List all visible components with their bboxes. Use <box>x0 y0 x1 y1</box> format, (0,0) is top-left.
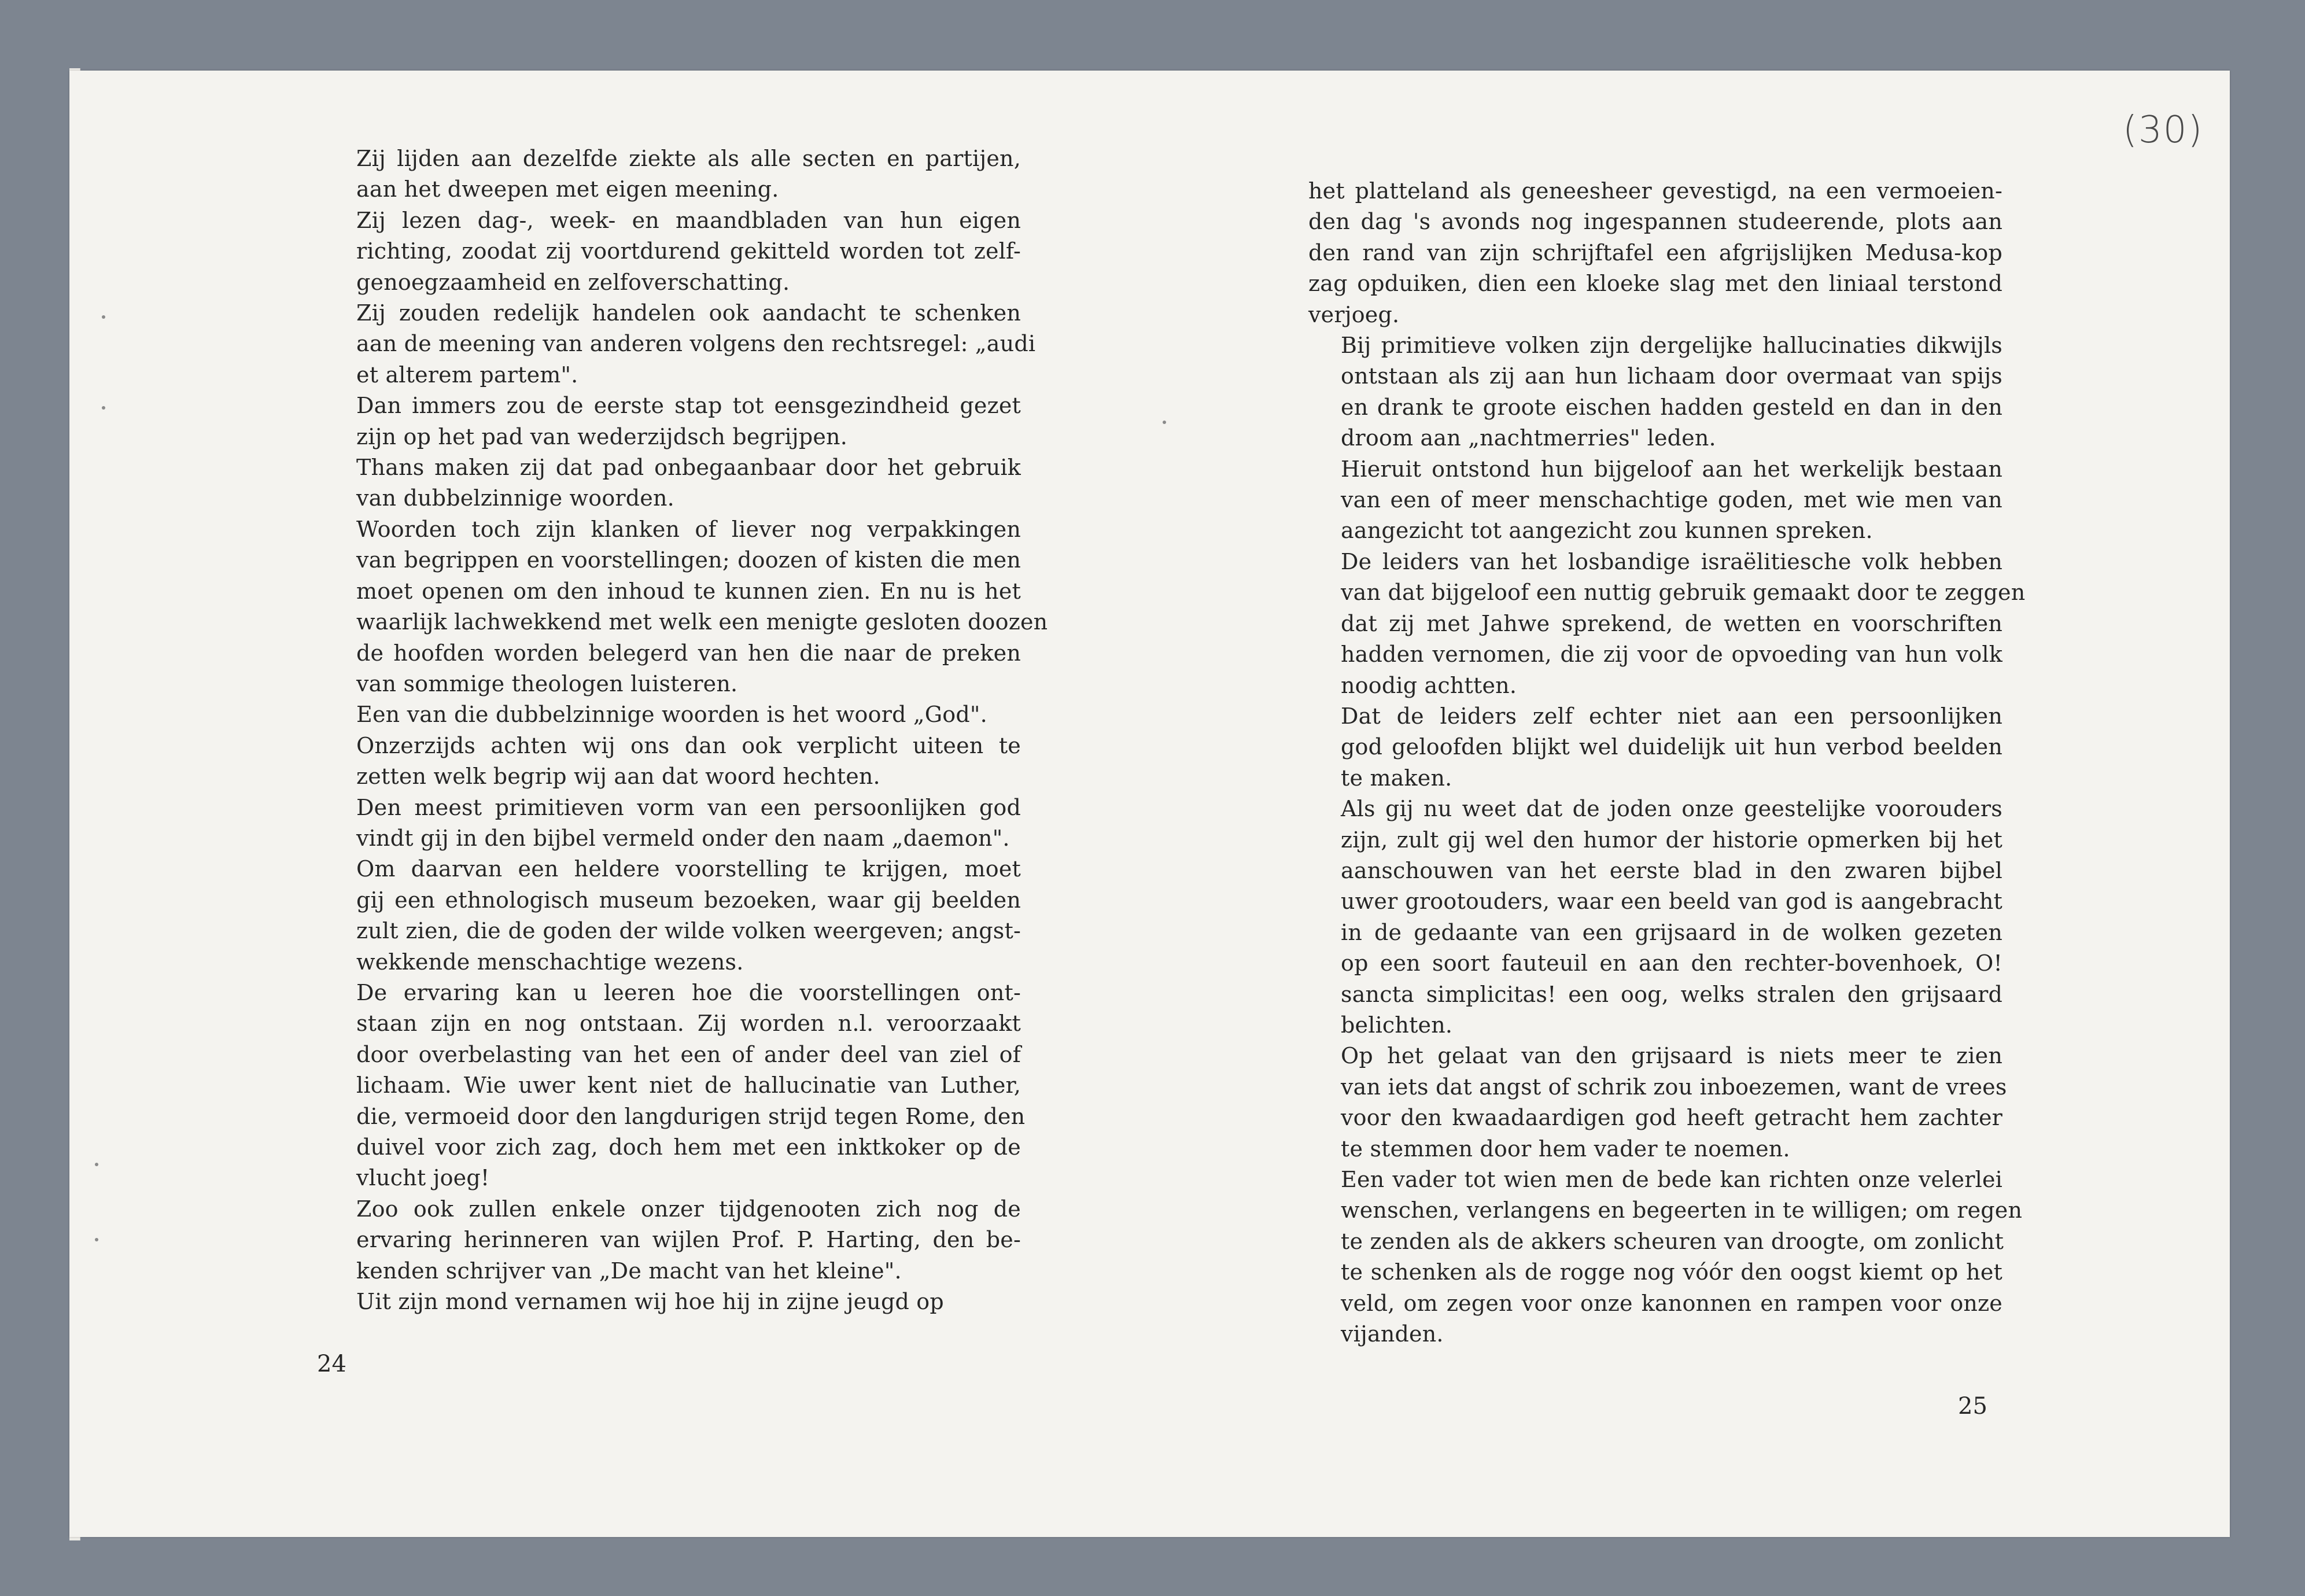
text-line: uwer grootouders, waar een beeld van god is aangebracht <box>1341 889 2002 915</box>
text-line: van een of meer menschachtige goden, met wie men van <box>1341 487 2002 513</box>
text-line: Een van die dubbelzinnige woorden is het woord „God". <box>356 702 987 728</box>
text-line: De leiders van het losbandige israëlitiesche volk hebben <box>1341 548 2002 574</box>
paragraph <box>324 1194 1021 1287</box>
text-line: den rand van zijn schrijftafel een afgrijslijken Medusa-kop <box>1308 239 2002 266</box>
text-line: voor den kwaadaardigen god heeft getracht hem zachter <box>1341 1105 2002 1131</box>
paragraph <box>324 298 1036 390</box>
text-line: aan het dweepen met eigen meening. <box>356 176 779 202</box>
text-line: Bij primitieve volken zijn dergelijke hallucinaties dikwijls <box>1341 333 2002 359</box>
text-line: Onzerzijds achten wij ons dan ook verplicht uiteen te <box>356 732 1021 758</box>
text-line: sancta simplicitas! een oog, welks stralen den grijsaard <box>1341 981 2002 1007</box>
text-line: door overbelasting van het een of ander deel van ziel of <box>356 1041 1021 1067</box>
paragraph <box>324 514 1048 699</box>
text-line: en drank te groote eischen hadden gesteld en dan in den <box>1341 394 2002 420</box>
text-line: zag opduiken, dien een kloeke slag met den liniaal terstond <box>1308 271 2002 297</box>
text-line: vijanden. <box>1341 1321 1444 1347</box>
text-line: te zenden als de akkers scheuren van droogte, om zonlicht <box>1341 1228 2004 1254</box>
paragraph <box>324 1287 1021 1317</box>
text-line: hadden vernomen, die zij voor de opvoeding van hun volk <box>1341 642 2002 668</box>
text-line: zult zien, die de goden der wilde volken weergeven; angst- <box>356 918 1021 944</box>
text-line: van sommige theologen luisteren. <box>356 670 738 696</box>
text-line: De ervaring kan u leeren hoe die voorstellingen ont- <box>356 979 1021 1005</box>
text-line: te maken. <box>1341 765 1452 791</box>
text-line: genoegzaamheid en zelfoverschatting. <box>356 269 790 295</box>
margin-mark <box>95 1163 98 1166</box>
text-line: zijn, zult gij wel den humor der historie opmerken bij het <box>1341 827 2002 853</box>
margin-mark <box>95 1238 98 1241</box>
margin-mark <box>102 315 105 319</box>
text-line: noodig achtten. <box>1341 672 1517 698</box>
text-line: van begrippen en voorstellingen; doozen of kisten die men <box>356 547 1021 573</box>
text-line: moet openen om den inhoud te kunnen zien. En nu is het <box>356 578 1021 604</box>
text-line: die, vermoeid door den langdurigen strijd tegen Rome, den <box>356 1103 1026 1129</box>
text-line: waarlijk lachwekkend met welk een menigte gesloten doozen <box>356 609 1048 635</box>
paragraph <box>1308 176 2002 330</box>
text-line: aan de meening van anderen volgens den rechtsregel: „audi <box>356 331 1036 357</box>
text-line: den dag 's avonds nog ingespannen studeerende, plots aan <box>1308 209 2002 235</box>
text-line: vindt gij in den bijbel vermeld onder den naam „daemon". <box>356 825 1010 851</box>
paragraph <box>324 793 1021 854</box>
paragraph <box>324 699 1021 730</box>
text-line: Op het gelaat van den grijsaard is niets meer te zien <box>1341 1043 2002 1069</box>
right-page-text <box>1308 176 2026 1350</box>
text-line: kenden schrijver van „De macht van het kleine". <box>356 1258 902 1284</box>
paragraph <box>324 854 1021 978</box>
text-line: van dubbelzinnige woorden. <box>356 485 674 511</box>
left-page-number: 24 <box>317 1351 346 1377</box>
text-line: in de gedaante van een grijsaard in de wolken gezeten <box>1341 919 2002 945</box>
text-line: Zij lezen dag-, week- en maandbladen van hun eigen <box>356 207 1021 233</box>
archive-number-mark: (30) <box>2123 109 2204 152</box>
text-line: wekkende menschachtige wezens. <box>356 949 744 975</box>
margin-mark <box>102 406 105 410</box>
text-line: aangezicht tot aangezicht zou kunnen spreken. <box>1341 518 1873 544</box>
text-line: Een vader tot wien men de bede kan richten onze velerlei <box>1341 1167 2002 1192</box>
text-line: van dat bijgeloof een nuttig gebruik gemaakt door te zeggen <box>1341 580 2026 606</box>
text-line: zetten welk begrip wij aan dat woord hechten. <box>356 764 880 790</box>
text-line: Als gij nu weet dat de joden onze geestelijke voorouders <box>1341 796 2002 822</box>
paragraph <box>1308 794 2002 1041</box>
text-line: duivel voor zich zag, doch hem met een inktkoker op de <box>356 1134 1021 1160</box>
text-line: Uit zijn mond vernamen wij hoe hij in zijne jeugd op <box>356 1289 944 1315</box>
text-line: gij een ethnologisch museum bezoeken, waar gij beelden <box>356 887 1021 913</box>
text-line: richting, zoodat zij voortdurend gekitteld worden tot zelf- <box>356 238 1021 264</box>
text-line: aanschouwen van het eerste blad in den zwaren bijbel <box>1341 857 2002 883</box>
paragraph <box>324 143 1021 205</box>
text-line: lichaam. Wie uwer kent niet de hallucinatie van Luther, <box>356 1072 1021 1099</box>
text-line: wenschen, verlangens en begeerten in te willigen; om regen <box>1341 1197 2023 1223</box>
text-line: op een soort fauteuil en aan den rechter-bovenhoek, O! <box>1341 950 2002 976</box>
text-line: Hieruit ontstond hun bijgeloof aan het werkelijk bestaan <box>1341 456 2002 482</box>
paragraph <box>1308 1041 2007 1164</box>
text-line: droom aan „nachtmerries" leden. <box>1341 425 1716 451</box>
text-line: verjoeg. <box>1308 301 1400 327</box>
text-line: ervaring herinneren van wijlen Prof. P. Harting, den be- <box>356 1227 1021 1253</box>
text-line: Dat de leiders zelf echter niet aan een persoonlijken <box>1341 703 2002 729</box>
text-line: zijn op het pad van wederzijdsch begrijpen. <box>356 423 847 449</box>
text-line: de hoofden worden belegerd van hen die naar de preken <box>356 640 1021 666</box>
text-line: Zij zouden redelijk handelen ook aandacht te schenken <box>356 300 1021 326</box>
text-line: Den meest primitieven vorm van een persoonlijken god <box>356 794 1021 820</box>
text-line: Zoo ook zullen enkele onzer tijdgenooten zich nog de <box>356 1196 1021 1222</box>
paragraph <box>324 978 1026 1194</box>
text-line: ontstaan als zij aan hun lichaam door overmaat van spijs <box>1341 363 2002 389</box>
text-line: veld, om zegen voor onze kanonnen en rampen voor onze <box>1341 1290 2002 1316</box>
text-line: van iets dat angst of schrik zou inboezemen, want de vrees <box>1341 1074 2007 1100</box>
text-line: Dan immers zou de eerste stap tot eensgezindheid gezet <box>356 393 1021 419</box>
text-line: et alterem partem". <box>356 362 578 388</box>
text-line: te schenken als de rogge nog vóór den oogst kiemt op het <box>1341 1259 2002 1285</box>
left-page-text <box>324 143 1048 1317</box>
right-page-number: 25 <box>1958 1393 1987 1420</box>
text-line: belichten. <box>1341 1012 1453 1038</box>
paragraph <box>1308 547 2026 701</box>
text-line: Thans maken zij dat pad onbegaanbaar door het gebruik <box>356 455 1021 481</box>
paragraph <box>324 205 1021 298</box>
paragraph <box>1308 701 2002 794</box>
paragraph <box>1308 330 2002 454</box>
text-line: Zij lijden aan dezelfde ziekte als alle secten en partijen, <box>356 146 1021 171</box>
text-line: god geloofden blijkt wel duidelijk uit hun verbod beelden <box>1341 734 2002 760</box>
margin-mark <box>1163 421 1166 424</box>
text-line: vlucht joeg! <box>356 1165 490 1191</box>
paragraph <box>324 452 1021 514</box>
paragraph <box>324 390 1021 452</box>
text-line: dat zij met Jahwe sprekend, de wetten en voorschriften <box>1341 610 2002 636</box>
text-line: Woorden toch zijn klanken of liever nog verpakkingen <box>356 516 1021 542</box>
text-line: te stemmen door hem vader te noemen. <box>1341 1136 1790 1162</box>
paragraph <box>1308 1164 2023 1350</box>
text-line: Om daarvan een heldere voorstelling te krijgen, moet <box>356 856 1021 882</box>
paragraph <box>1308 454 2002 547</box>
paragraph <box>324 731 1021 793</box>
text-line: het platteland als geneesheer gevestigd, na een vermoeien- <box>1308 178 2002 204</box>
text-line: staan zijn en nog ontstaan. Zij worden n.l. veroorzaakt <box>356 1011 1021 1037</box>
